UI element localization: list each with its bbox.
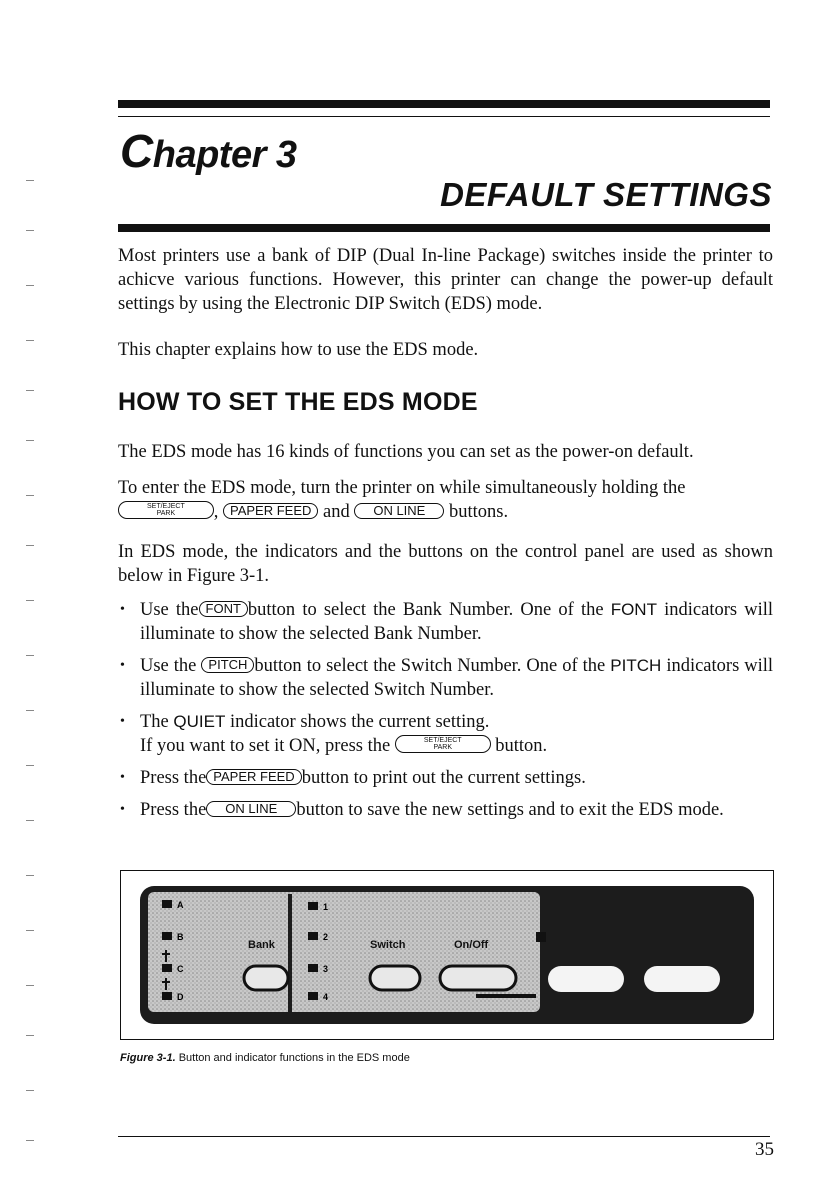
b1-text-b: button to select the Bank Number. One of the [247, 600, 604, 620]
control-panel-figure [140, 884, 760, 1026]
b1-text-a: Use the [140, 600, 199, 620]
chapter-subtitle: DEFAULT SETTINGS [440, 176, 772, 213]
pitch-indicator-led [308, 932, 318, 940]
intro-paragraph-1: Most printers use a bank of DIP (Dual In-line Package) switches inside the printer to achicve various functions. However, this printer can change the power-up default settings by using the Electronic DIP Switch (EDS) mode. [118, 246, 773, 314]
pitch-word: PITCH [610, 656, 662, 675]
footer-rule [118, 1136, 770, 1137]
pitch-button: PITCH [201, 657, 254, 673]
pitch-indicator-label: 1 [323, 902, 329, 912]
comma-separator: , [213, 502, 219, 522]
b2-text-b: button to select the Switch Number. One of the [254, 656, 606, 676]
section-p2-start: To enter the EDS mode, turn the printer on while simultaneously holding the [118, 478, 686, 498]
top-thick-rule [118, 100, 770, 108]
switch-button [370, 966, 420, 990]
paper-feed-button: PAPER FEED [223, 503, 318, 519]
font-button: FONT [199, 601, 248, 617]
font-indicator-label: B [177, 932, 184, 942]
onoff-button [440, 966, 516, 990]
b5-text-a: Press the [140, 800, 207, 820]
set-eject-button [118, 501, 214, 519]
chapter-title-rest: hapter 3 [152, 134, 297, 176]
intro-paragraph-2: This chapter explains how to use the EDS mode. [118, 340, 479, 360]
subtitle-thick-rule [118, 224, 770, 232]
paper-feed-panel-button [548, 966, 624, 992]
b3-text-d: button. [495, 736, 548, 756]
figure-caption [120, 1052, 410, 1064]
on-line-panel-button [644, 966, 720, 992]
b4-text-b: button to print out the current settings. [301, 768, 586, 788]
figure-label: Figure 3-1. [120, 1052, 176, 1064]
section-paragraph-2 [118, 476, 773, 524]
list-item [118, 654, 773, 702]
font-indicator-led [162, 964, 172, 972]
list-item [118, 798, 773, 822]
park-label: PARK [156, 510, 176, 517]
font-indicator-led [162, 932, 172, 940]
and-word: and [323, 502, 350, 522]
top-thin-rule [118, 116, 770, 117]
paper-feed-button: PAPER FEED [206, 769, 301, 785]
font-indicator-label: D [177, 992, 184, 1002]
scan-margin-marks [0, 0, 40, 1190]
switch-label: Switch [370, 939, 406, 951]
on-line-button: ON LINE [354, 503, 444, 519]
bank-button [244, 966, 288, 990]
pitch-indicator-label: 3 [323, 964, 329, 974]
pitch-indicator-label: 4 [323, 992, 329, 1002]
bank-label: Bank [248, 939, 275, 951]
section-paragraph-3: In EDS mode, the indicators and the buttons on the control panel are used as shown below in Figure 3-1. [118, 542, 773, 586]
page-number: 35 [755, 1139, 774, 1160]
b4-text-a: Press the [140, 768, 207, 788]
chapter-title [120, 124, 297, 178]
b2-text-c: indicators will illuminate to show the selected Switch Number. [140, 656, 774, 700]
park-label: PARK [433, 744, 452, 751]
b2-text-a: Use the [140, 656, 197, 676]
font-indicator-led [162, 992, 172, 1000]
section-paragraph-1: The EDS mode has 16 kinds of functions you can set as the power-on default. [118, 442, 694, 462]
b3-text-c: If you want to set it ON, press the [140, 736, 391, 756]
font-indicator-label: A [177, 900, 184, 910]
list-item [118, 710, 773, 758]
pitch-indicator-label: 2 [323, 932, 329, 942]
chapter-title-initial: C [120, 125, 153, 177]
onoff-label: On/Off [454, 939, 489, 951]
on-line-button: ON LINE [206, 801, 296, 817]
font-indicator-led [162, 900, 172, 908]
quiet-indicator-led [536, 932, 546, 942]
font-word: FONT [610, 600, 657, 619]
section-heading: HOW TO SET THE EDS MODE [118, 388, 478, 416]
set-eject-button [395, 735, 491, 753]
quiet-word: QUIET [173, 712, 226, 731]
pitch-indicator-led [308, 964, 318, 972]
list-item [118, 598, 773, 646]
section-p2-end: buttons. [448, 502, 509, 522]
pitch-indicator-led [308, 902, 318, 910]
figure-caption-text: Button and indicator functions in the EDS mode [178, 1052, 410, 1064]
instruction-list [118, 598, 773, 830]
b3-text-a: The [140, 712, 169, 732]
pitch-indicator-led [308, 992, 318, 1000]
b3-text-b: indicator shows the current setting. [229, 712, 490, 732]
b1-text-c: indicators will illuminate to show the selected Bank Number. [140, 600, 774, 644]
b5-text-b: button to save the new settings and to exit the EDS mode. [296, 800, 724, 820]
set-eject-label: SET/EJECT [147, 503, 185, 510]
list-item [118, 766, 773, 790]
set-eject-label: SET/EJECT [423, 737, 462, 744]
font-indicator-label: C [177, 964, 184, 974]
